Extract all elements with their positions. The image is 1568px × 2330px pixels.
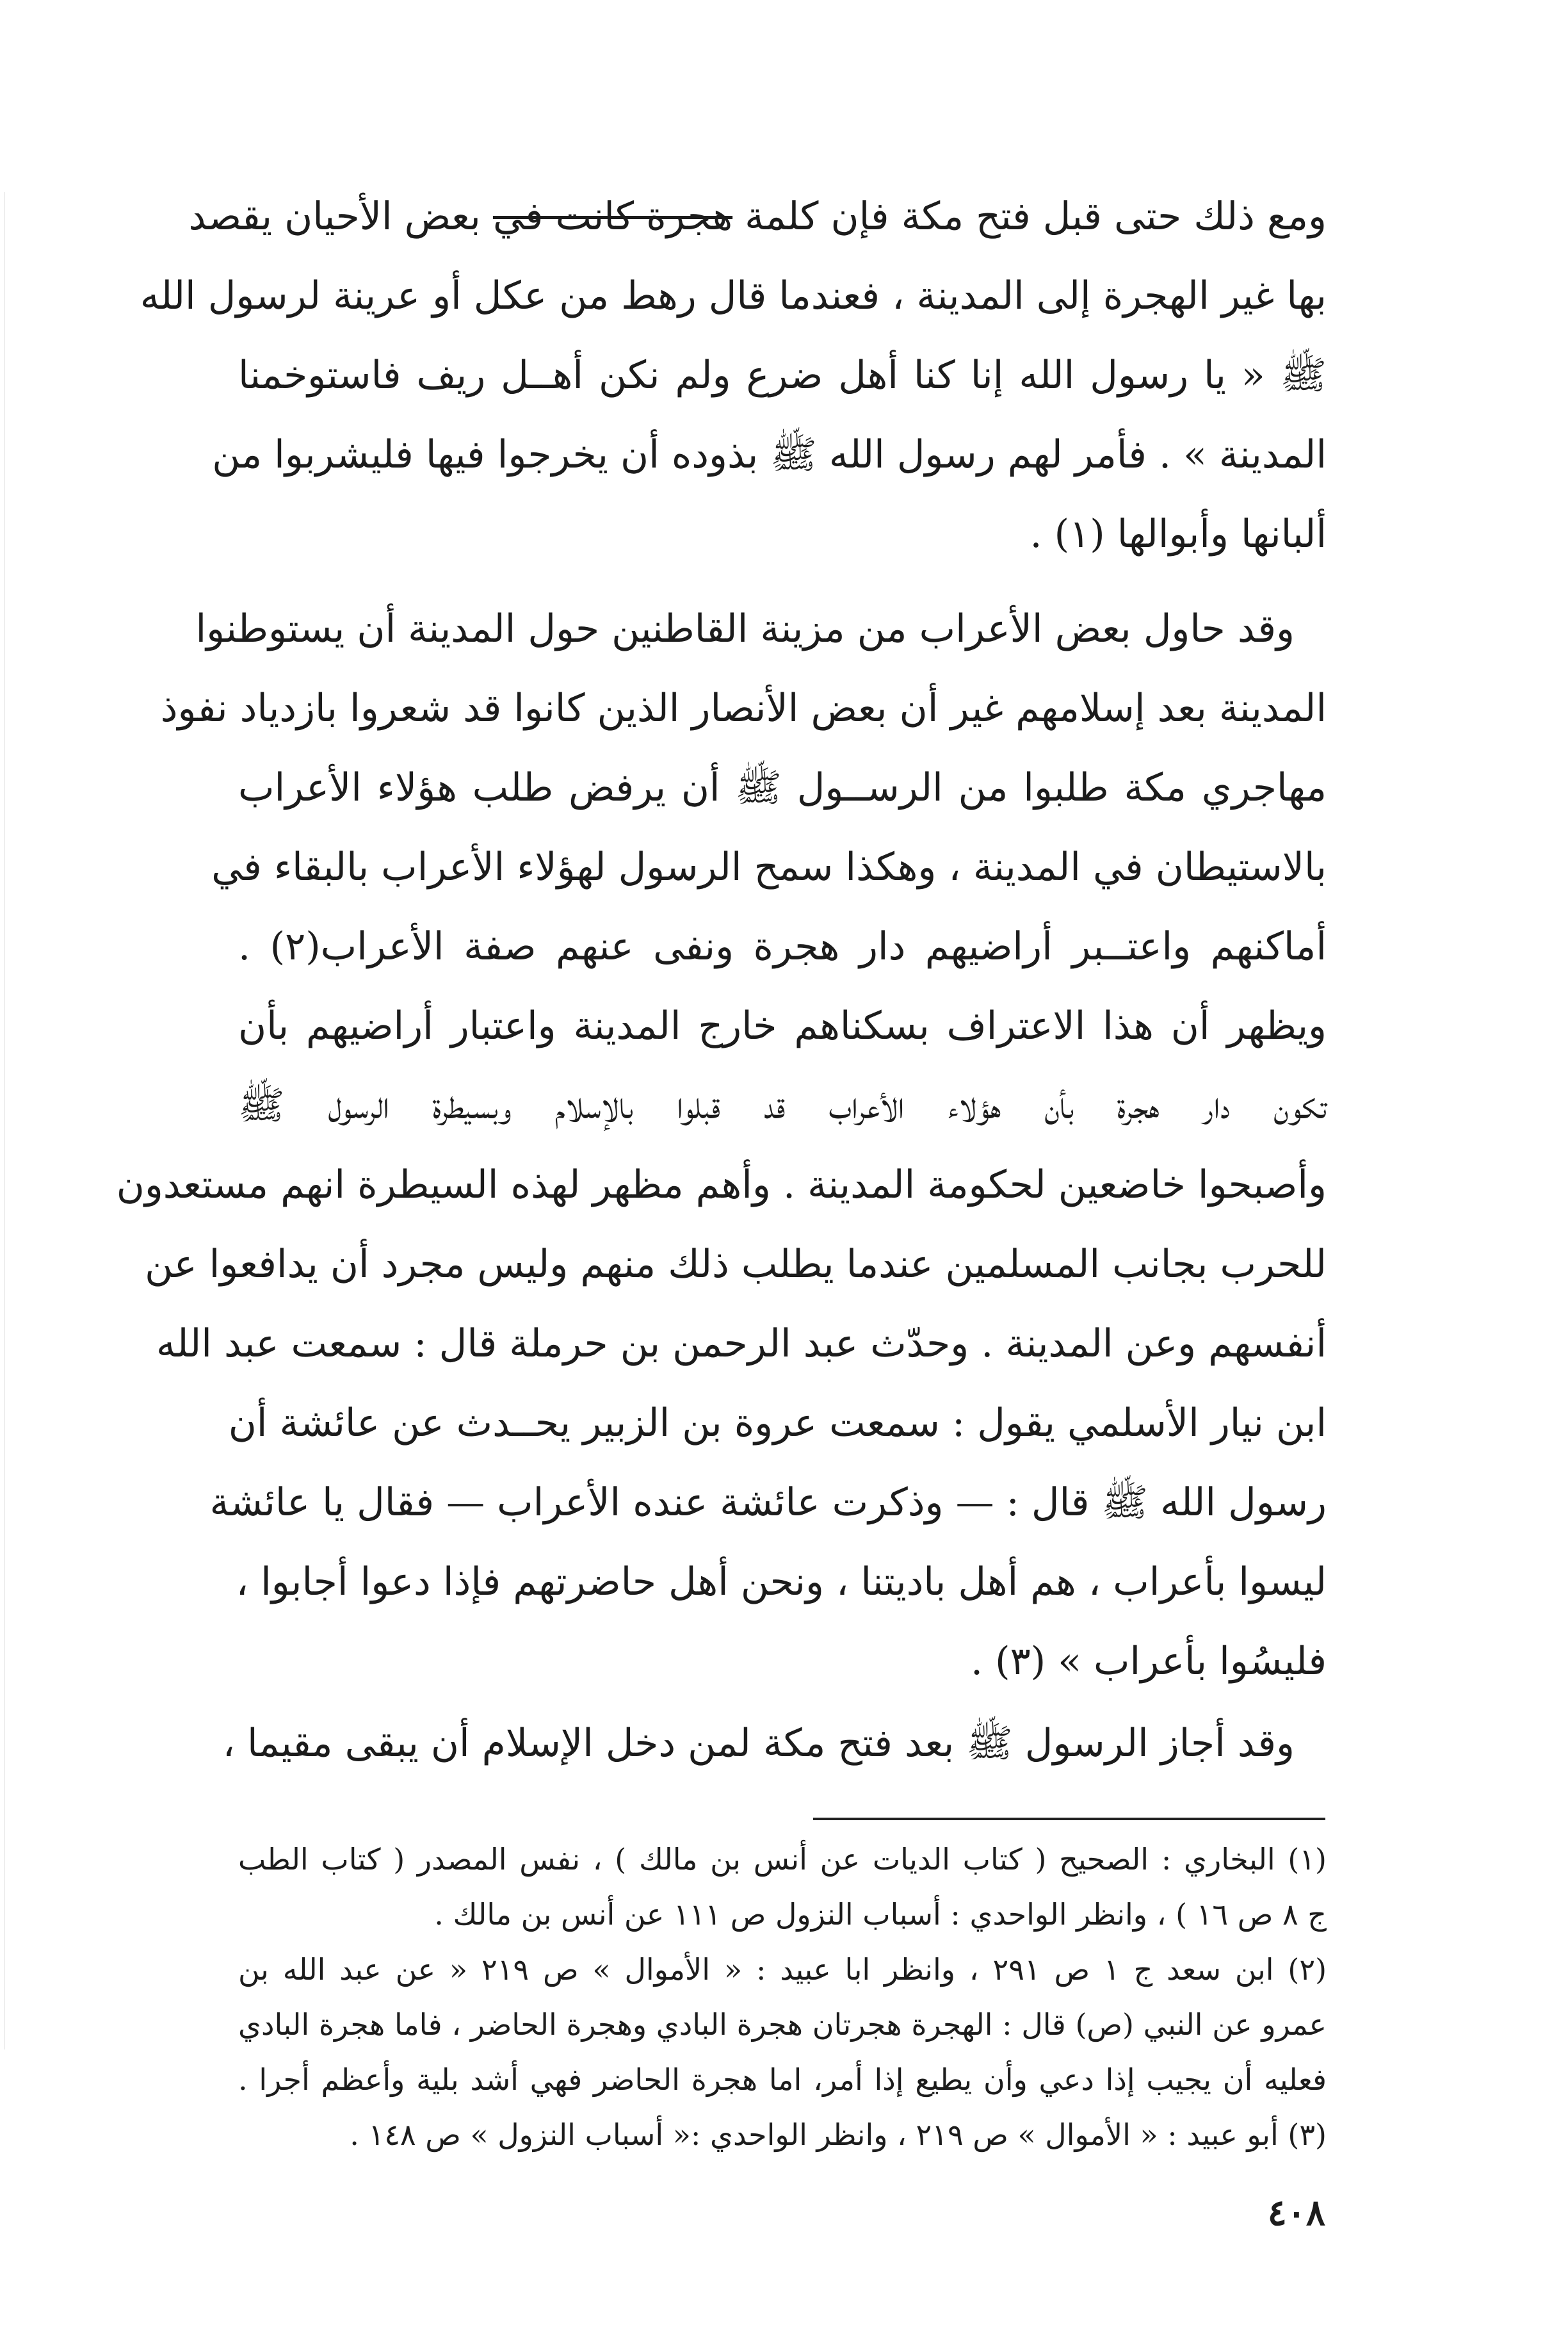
paragraph-2-line-10: أنفسهم وعن المدينة . وحدّث عبد الرحمن بن حرملة قال : سمعت عبد الله bbox=[156, 1321, 1327, 1366]
footnote-2-line-2: عمرو عن النبي (ص) قال : الهجرة هجرتان هجرة البادي وهجرة الحاضر ، فاما هجرة البادي bbox=[238, 2007, 1327, 2042]
paragraph-2-line-7: تكون دار هجرة بأن هؤلاء الأعراب قد قبلوا بالإسلام وبسيطرة الرسول ﷺ bbox=[238, 1083, 1327, 1128]
paragraph-2-line-2: المدينة بعد إسلامهم غير أن بعض الأنصار الذين كانوا قد شعروا بازدياد نفوذ bbox=[160, 686, 1327, 731]
paragraph-2-line-6: ويظهر أن هذا الاعتراف بسكناهم خارج المدينة واعتبار أراضيهم بأن bbox=[238, 1004, 1327, 1048]
paragraph-2-line-11: ابن نيار الأسلمي يقول : سمعت عروة بن الزبير يحــدث عن عائشة أن bbox=[228, 1401, 1327, 1446]
line-1-after: بعض الأحيان يقصد bbox=[188, 194, 493, 239]
footnote-1-line-2: ج ٨ ص ١٦ ) ، وانظر الواحدي : أسباب النزول ص ١١١ عن أنس بن مالك . bbox=[434, 1897, 1327, 1932]
footnote-divider bbox=[813, 1818, 1325, 1820]
paragraph-2-line-14: فليسُوا بأعراب » (٣) . bbox=[970, 1639, 1327, 1684]
footnote-1-line-1: (١) البخاري : الصحيح ( كتاب الديات عن أنس بن مالك ) ، نفس المصدر ( كتاب الطب bbox=[238, 1842, 1327, 1877]
paragraph-3-line-1: وقد أجاز الرسول ﷺ بعد فتح مكة لمن دخل الإسلام أن يبقى مقيما ، bbox=[222, 1721, 1295, 1766]
paragraph-1-line-5: ألبانها وأبوالها (١) . bbox=[1030, 512, 1327, 557]
paragraph-1-line-4: المدينة » . فأمر لهم رسول الله ﷺ بذوده أن يخرجوا فيها فليشربوا من bbox=[212, 432, 1327, 477]
footnote-2-line-3: فعليه أن يجيب إذا دعي وأن يطيع إذا أمر، اما هجرة الحاضر فهي أشد بلية وأعظم أجرا . bbox=[238, 2062, 1327, 2097]
paragraph-1-line-1 bbox=[188, 177, 1327, 256]
line-1-before: ومع ذلك حتى قبل فتح مكة فإن كلمة bbox=[732, 194, 1327, 239]
paragraph-1-line-2: بها غير الهجرة إلى المدينة ، فعندما قال رهط من عكل أو عرينة لرسول الله bbox=[140, 273, 1327, 318]
paragraph-2-line-5: أماكنهم واعتــبر أراضيهم دار هجرة ونفى عنهم صفة الأعراب(٢) . bbox=[238, 924, 1327, 969]
paragraph-2-line-4: بالاستيطان في المدينة ، وهكذا سمح الرسول لهؤلاء الأعراب بالبقاء في bbox=[211, 845, 1327, 890]
paragraph-2-line-12: رسول الله ﷺ قال : — وذكرت عائشة عنده الأعراب — فقال يا عائشة bbox=[209, 1480, 1327, 1525]
paragraph-2-line-13: ليسوا بأعراب ، هم أهل باديتنا ، ونحن أهل حاضرتهم فإذا دعوا أجابوا ، bbox=[236, 1560, 1327, 1604]
scan-edge-shadow bbox=[4, 192, 5, 2049]
paragraph-2-line-9: للحرب بجانب المسلمين عندما يطلب ذلك منهم وليس مجرد أن يدافعوا عن bbox=[145, 1242, 1327, 1287]
paragraph-2-line-1: وقد حاول بعض الأعراب من مزينة القاطنين حول المدينة أن يستوطنوا bbox=[195, 607, 1295, 651]
struck-text: هجرة كانت في bbox=[492, 194, 733, 239]
footnote-2-line-1: (٢) ابن سعد ج ١ ص ٢٩١ ، وانظر ابا عبيد : « الأموال » ص ٢١٩ « عن عبد الله بن bbox=[238, 1952, 1327, 1987]
page-number: ٤٠٨ bbox=[1267, 2192, 1325, 2234]
paragraph-1-line-3: ﷺ « يا رسول الله إنا كنا أهل ضرع ولم نكن أهــل ريف فاستوخمنا bbox=[238, 353, 1327, 398]
paragraph-2-line-8: وأصبحوا خاضعين لحكومة المدينة . وأهم مظهر لهذه السيطرة انهم مستعدون bbox=[116, 1162, 1327, 1207]
footnote-3-line-1: (٣) أبو عبيد : « الأموال » ص ٢١٩ ، وانظر الواحدي :« أسباب النزول » ص ١٤٨ . bbox=[350, 2117, 1327, 2152]
paragraph-2-line-3: مهاجري مكة طلبوا من الرســول ﷺ أن يرفض طلب هؤلاء الأعراب bbox=[238, 765, 1327, 810]
